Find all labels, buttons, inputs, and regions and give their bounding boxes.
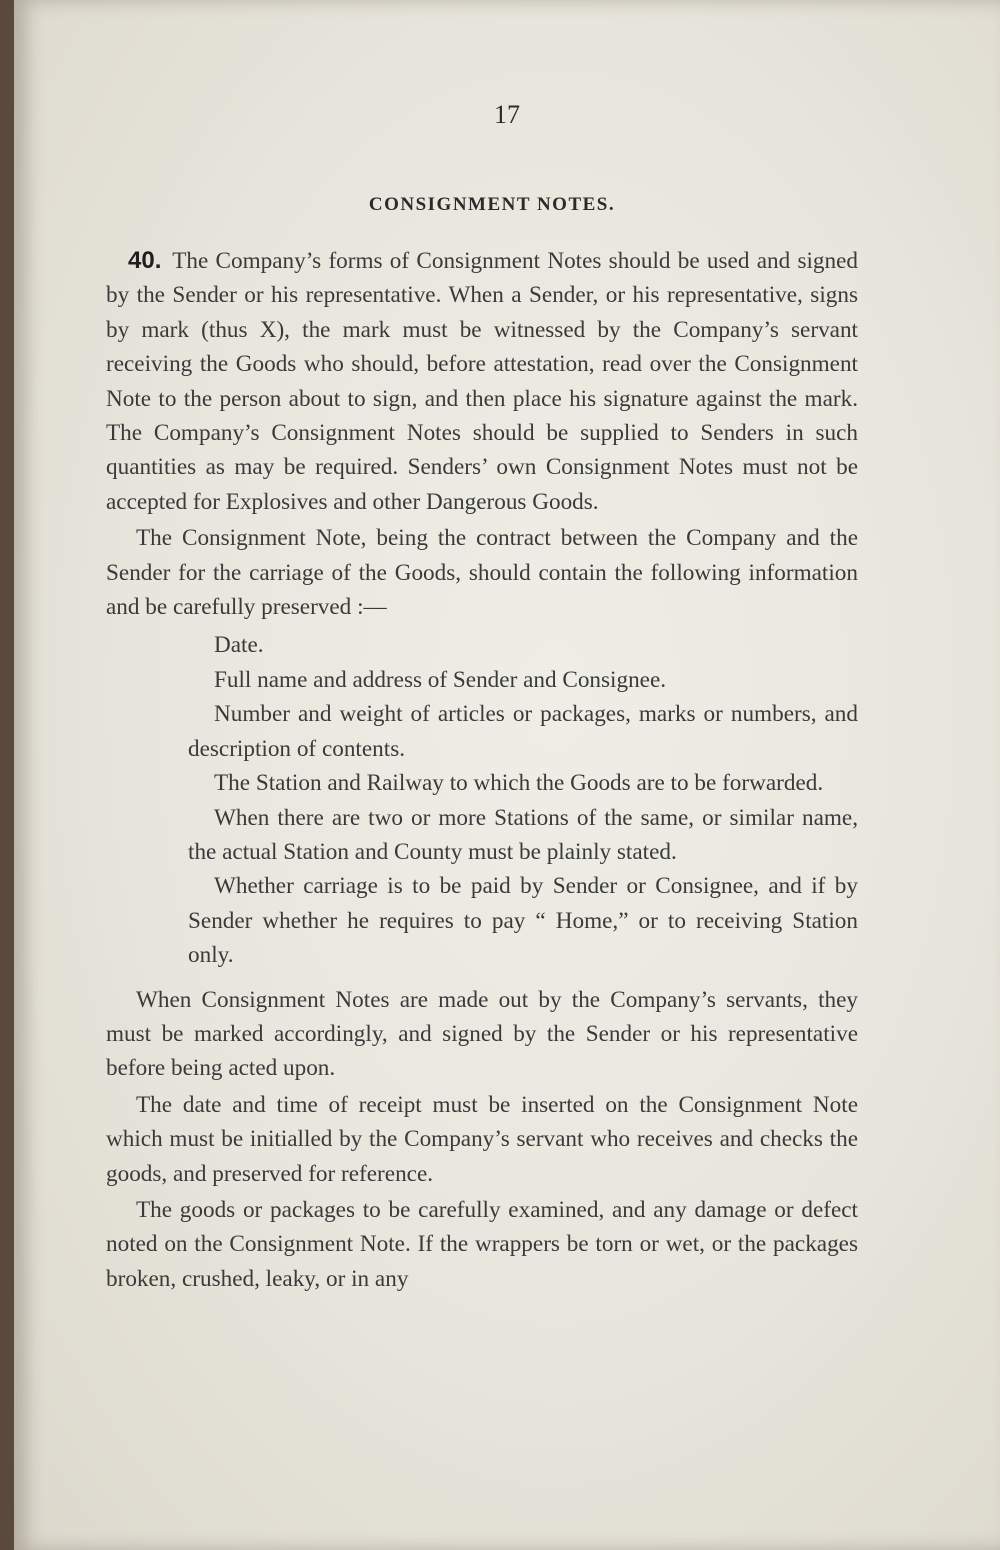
- paragraph-servants: When Consignment Notes are made out by the Company’s servants, they must be marked accordingly, and signed by the Sender or his representative before being acted upon.: [106, 986, 858, 1082]
- body-text: [106, 244, 858, 1298]
- information-list: [188, 628, 858, 972]
- list-item: Date.: [214, 632, 264, 659]
- rule-number: 40.: [128, 247, 162, 274]
- page-number: 17: [494, 100, 520, 129]
- list-item: The Station and Railway to which the Goods are to be forwarded.: [214, 770, 824, 797]
- paragraph-contract: The Consignment Note, being the contract between the Company and the Sender for the carriage of the Goods, should contain the following information and be carefully preserved :—: [106, 525, 858, 621]
- paragraph-rule-40: [106, 244, 858, 519]
- list-item: Number and weight of articles or packages, marks or numbers, and description of contents.: [188, 701, 858, 762]
- paragraph-receipt-time: The date and time of receipt must be inserted on the Consignment Note which must be initialled by the Company’s servant who receives and checks the goods, and preserved for reference.: [106, 1091, 858, 1187]
- list-item: Full name and address of Sender and Consignee.: [214, 666, 667, 693]
- paragraph-text: The Company’s forms of Consignment Notes should be used and signed by the Sender or his representative. When a Sender, or his representative, signs by mark (thus X), the mark must be witnessed by the Company’s servant receiving the Goods who should, before attestation, read over the Consignment Note to the person about to sign, and then place his signature against the mark. The Company’s Consignment Notes should be supplied to Senders in such quantities as may be required. Senders’ own Consignment Notes must not be accepted for Explosives and other Dangerous Goods.: [106, 248, 858, 515]
- list-item: When there are two or more Stations of the same, or similar name, the actual Station and County must be plainly stated.: [188, 804, 858, 865]
- paragraph-examination: The goods or packages to be carefully examined, and any damage or defect noted on the Consignment Note. If the wrappers be torn or wet, or the packages broken, crushed, leaky, or in any: [106, 1196, 858, 1292]
- book-page: [14, 0, 1000, 1550]
- list-item: Whether carriage is to be paid by Sender or Consignee, and if by Sender whether he requires to pay “ Home,” or to receiving Station only.: [188, 873, 858, 969]
- section-heading: CONSIGNMENT NOTES.: [368, 194, 616, 215]
